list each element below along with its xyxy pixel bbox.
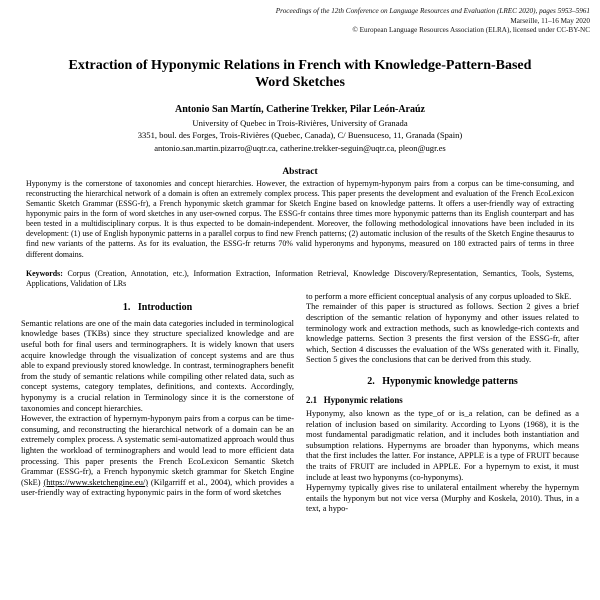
license-line: © European Language Resources Association (ELRA), licensed under CC-BY-NC — [352, 26, 590, 34]
venue-date-line: Marseille, 11–16 May 2020 — [510, 16, 590, 25]
keywords-label: Keywords: — [26, 268, 63, 278]
intro-paragraph-1: Semantic relations are one of the main data categories included in terminological knowledge bases (TKBs) since they structure specialized knowledge and are useful both for final users and terminographers. It is widely known that users acquire knowledge through the visualization of concept systems and are thus able to expand previously stored knowledge. In contrast, terminographers benefit from the study of semantic relations while compiling other related data, such as concept systems, category templates, definitions, and contexts. Accordingly, hyponymy is a crucial relation in Terminology since it is the cornerstone of taxonomies and concept hierarchies. — [21, 318, 294, 413]
paper-title: Extraction of Hyponymic Relations in French with Knowledge-Pattern-Based Word Sketches — [68, 57, 532, 90]
proceedings-line: Proceedings of the 12th Conference on Language Resources and Evaluation (LREC 2020), pages 5953–5961 — [275, 7, 590, 15]
sketchengine-url-link[interactable]: (https://www.sketchengine.eu/) — [43, 477, 149, 487]
affiliation-addresses: 3351, boul. des Forges, Trois-Rivières (Quebec, Canada), C/ Buensuceso, 11, Granada (Spain) — [137, 130, 463, 141]
left-column — [21, 292, 294, 515]
section-2-1-heading: 2.1 Hyponymic relations — [306, 394, 403, 405]
affiliation-emails: antonio.san.martin.pizarro@uqtr.ca, catherine.trekker-seguin@uqtr.ca, pleon@ugr.es — [154, 143, 446, 154]
intro-paragraph-2-continuation: (Kilgarriff et al., 2004), which provides a user-friendly way of extracting hyponymic pairs in the form of word sketches — [21, 477, 294, 498]
keywords-text: Corpus (Creation, Annotation, etc.), Information Extraction, Information Retrieval, Knowledge Discovery/Representation, Semantics, Tools, Systems, Applications, Validation of LRs — [26, 268, 574, 288]
intro-paragraph-2-text: However, the extraction of hypernym-hyponym pairs from a corpus can be time-consuming, and reconstructing the hierarchical network of a domain can be an extremely complex process. A systematic semi-automatized approach would thus lighten the workload of terminographers and would lead to more efficient data processing. This paper presents the French EcoLexicon Semantic Sketch Grammar (ESSG-fr), a French hyponymic sketch grammar for Sketch Engine (SkE) — [21, 414, 294, 487]
right-column — [306, 292, 579, 515]
hyponymic-relations-paragraph-1: Hyponymy, also known as the type_of or is_a relation, can be defined as a relation of inclusion based on similarity. According to Lyons (1968), it is the most fundamental paradigmatic relation, and it includes both instantiation and subsumption relations. Hypernyms are broader than hyponyms, which means that the first includes the latter. For instance, APPLE is a type of FRUIT because the traits of FRUIT are included in APPLE. For a hypernym to exist, it must include at least two hyponyms (co-hyponyms). — [306, 408, 579, 482]
section-2-heading: 2. Hyponymic knowledge patterns — [367, 375, 518, 387]
hyponymic-relations-paragraph-2: Hypernymy typically gives rise to unilateral entailment whereby the hypernym entails the hyponym but not vice versa (Murphy and Koskela, 2010). Thus, in a text, a hypo- — [306, 483, 579, 514]
continued-paragraph: to perform a more efficient conceptual analysis of any corpus uploaded to SkE. — [306, 291, 572, 301]
abstract-heading: Abstract — [282, 166, 318, 177]
two-column-body — [21, 292, 579, 515]
keywords-block — [26, 269, 574, 289]
affiliation-institutions: University of Quebec in Trois-Rivières, University of Granada — [192, 117, 408, 128]
section-1-heading: 1. Introduction — [122, 301, 193, 313]
proceedings-header — [0, 7, 600, 36]
paper-structure-paragraph: The remainder of this paper is structured as follows. Section 2 gives a brief description of the semantic relation of hyponymy and other issues related to terminology work and extraction methods, such as knowledge-rich contexts and knowledge patterns. Section 3 presents the first version of the ESSG-fr, after which, Section 4 discusses the evaluation of the WSs generated with it. Finally, Section 5 gives the conclusions that can be derived from this study. — [306, 302, 579, 365]
authors-line: Antonio San Martín, Catherine Trekker, Pilar León-Araúz — [175, 103, 425, 115]
intro-paragraph-2 — [21, 414, 294, 499]
abstract-text: Hyponymy is the cornerstone of taxonomies and concept hierarchies. However, the extraction of hypernym-hyponym pairs from a corpus can be time-consuming, and reconstructing the hierarchical network of a domain is often an extremely complex process. This paper presents the development and evaluation of the French EcoLexicon Semantic Sketch Grammar (ESSG-fr), a French hyponymic sketch grammar for Sketch Engine based on knowledge patterns. It offers a user-friendly way of extracting hyponymic pairs in the form of word sketches in any user-owned corpus. The ESSG-fr contains three times more hyponymic patterns than its English counterpart and has been tested in a multidisciplinary corpus. It is thus expected to be domain-independent. Moreover, the following methodological innovations have been included in its development: (1) use of English hyponymic patterns in a parallel corpus to find new French patterns; (2) automatic inclusion of the results of the Sketch Engine thesaurus to find new variants of the patterns. As for its evaluation, the ESSG-fr returns 70% valid hyperonyms and hyponyms, measured on 180 extracted pairs of terms in three different domains. — [26, 178, 574, 259]
